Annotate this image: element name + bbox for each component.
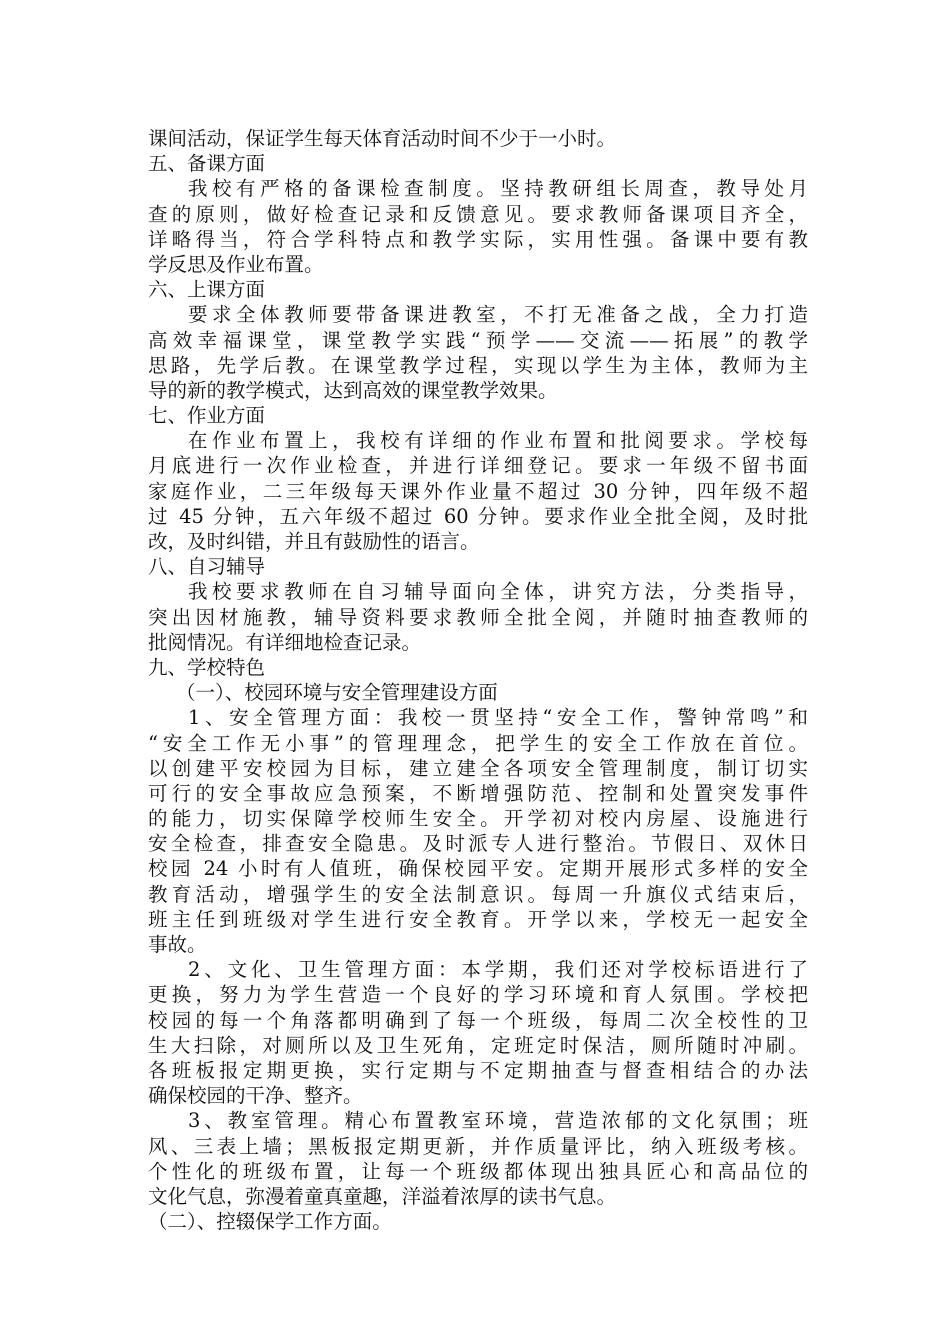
paragraph bbox=[148, 579, 808, 655]
text-line: 以创建平安校园为目标，建立建全各项安全管理制度，制订切实 bbox=[148, 756, 808, 780]
section-heading bbox=[148, 680, 808, 705]
text-line: 详略得当，符合学科特点和教学实际，实用性强。备课中要有教 bbox=[148, 227, 808, 251]
text-line: 九、学校特色 bbox=[148, 655, 266, 679]
text-line: 学反思及作业布置。 bbox=[148, 252, 324, 276]
text-line: 月底进行一次作业检查，并进行详细登记。要求一年级不留书面 bbox=[148, 454, 808, 478]
text-line: 七、作业方面 bbox=[148, 404, 266, 428]
text-line: 要求全体教师要带备课进教室，不打无准备之战，全力打造 bbox=[188, 303, 808, 327]
text-line: 改，及时纠错，并且有鼓励性的语言。 bbox=[148, 530, 480, 553]
text-line: 我校有严格的备课检查制度。坚持教研组长周查，教导处月 bbox=[188, 177, 808, 201]
paragraph bbox=[148, 428, 808, 554]
text-line: （一）、校园环境与安全管理建设方面 bbox=[176, 681, 498, 705]
text-line: 各班板报定期更换，实行定期与不定期抽查与督查相结合的办法 bbox=[148, 1058, 808, 1082]
text-line: 校园 24 小时有人值班，确保校园平安。定期开展形式多样的安全 bbox=[148, 857, 808, 881]
text-line: 可行的安全事故应急预案，不断增强防范、控制和处置突发事件 bbox=[148, 781, 808, 805]
text-line: 风、三表上墙；黑板报定期更新，并作质量评比，纳入班级考核。 bbox=[148, 1134, 808, 1158]
paragraph bbox=[148, 126, 808, 151]
text-line: 突出因材施教，辅导资料要求教师全批全阅，并随时抽查教师的 bbox=[148, 605, 808, 629]
section-heading bbox=[148, 277, 808, 302]
text-line: 批阅情况。有详细地检查记录。 bbox=[148, 630, 422, 654]
text-line: 我校要求教师在自习辅导面向全体，讲究方法，分类指导， bbox=[188, 580, 808, 604]
text-line: 高效幸福课堂，课堂教学实践“预学——交流——拓展”的教学 bbox=[148, 328, 808, 352]
text-line: 查的原则，做好检查记录和反馈意见。要求教师备课项目齐全， bbox=[148, 202, 808, 226]
text-line: 六、上课方面 bbox=[148, 278, 266, 302]
section-heading bbox=[148, 403, 808, 428]
text-line: 的能力，切实保障学校师生安全。开学初对校内房屋、设施进行 bbox=[148, 807, 808, 831]
text-line: 家庭作业，二三年级每天课外作业量不超过 30 分钟，四年级不超 bbox=[148, 479, 808, 503]
text-line: 过 45 分钟，五六年级不超过 60 分钟。要求作业全批全阅，及时批 bbox=[148, 504, 808, 528]
text-line: “安全工作无小事”的管理理念，把学生的安全工作放在首位。 bbox=[148, 731, 808, 755]
section-heading bbox=[148, 655, 808, 680]
text-line: 教育活动，增强学生的安全法制意识。每周一升旗仪式结束后， bbox=[148, 882, 808, 906]
text-line: 安全检查，排查安全隐患。及时派专人进行整治。节假日、双休日 bbox=[148, 832, 808, 856]
paragraph bbox=[148, 1108, 808, 1209]
section-heading bbox=[148, 554, 808, 579]
text-line: 在作业布置上，我校有详细的作业布置和批阅要求。学校每 bbox=[188, 429, 808, 453]
text-line: 八、自习辅导 bbox=[148, 555, 266, 579]
text-line: 3、教室管理。精心布置教室环境，营造浓郁的文化氛围；班 bbox=[188, 1109, 808, 1133]
text-line: 个性化的班级布置，让每一个班级都体现出独具匠心和高品位的 bbox=[148, 1159, 808, 1183]
text-line: 课间活动，保证学生每天体育活动时间不少于一小时。 bbox=[148, 127, 617, 150]
section-heading bbox=[148, 1209, 808, 1234]
text-line: 校园的每一个角落都明确到了每一个班级，每周二次全校性的卫 bbox=[148, 1008, 808, 1032]
text-line: 事故。 bbox=[148, 933, 207, 956]
text-line: 文化气息，弥漫着童真童趣，洋溢着浓厚的读书气息。 bbox=[148, 1184, 617, 1208]
text-line: 五、备课方面 bbox=[148, 152, 266, 176]
paragraph bbox=[148, 176, 808, 277]
paragraph bbox=[148, 302, 808, 403]
text-line: 导的新的教学模式，达到高效的课堂教学效果。 bbox=[148, 378, 558, 402]
paragraph bbox=[148, 705, 808, 957]
text-line: 生大扫除，对厕所以及卫生死角，定班定时保洁，厕所随时冲刷。 bbox=[148, 1033, 808, 1057]
text-line: 确保校园的干净、整齐。 bbox=[148, 1084, 363, 1108]
text-line: 1、安全管理方面：我校一贯坚持“安全工作，警钟常鸣”和 bbox=[188, 706, 808, 730]
text-line: 思路，先学后教。在课堂教学过程，实现以学生为主体，教师为主 bbox=[148, 353, 808, 377]
text-line: （二）、控辍保学工作方面。 bbox=[148, 1210, 392, 1234]
text-line: 更换，努力为学生营造一个良好的学习环境和育人氛围。学校把 bbox=[148, 983, 808, 1007]
document-page bbox=[148, 126, 808, 1234]
section-heading bbox=[148, 151, 808, 176]
text-line: 2、文化、卫生管理方面：本学期，我们还对学校标语进行了 bbox=[188, 958, 808, 982]
text-line: 班主任到班级对学生进行安全教育。开学以来，学校无一起安全 bbox=[148, 907, 808, 931]
paragraph bbox=[148, 957, 808, 1108]
